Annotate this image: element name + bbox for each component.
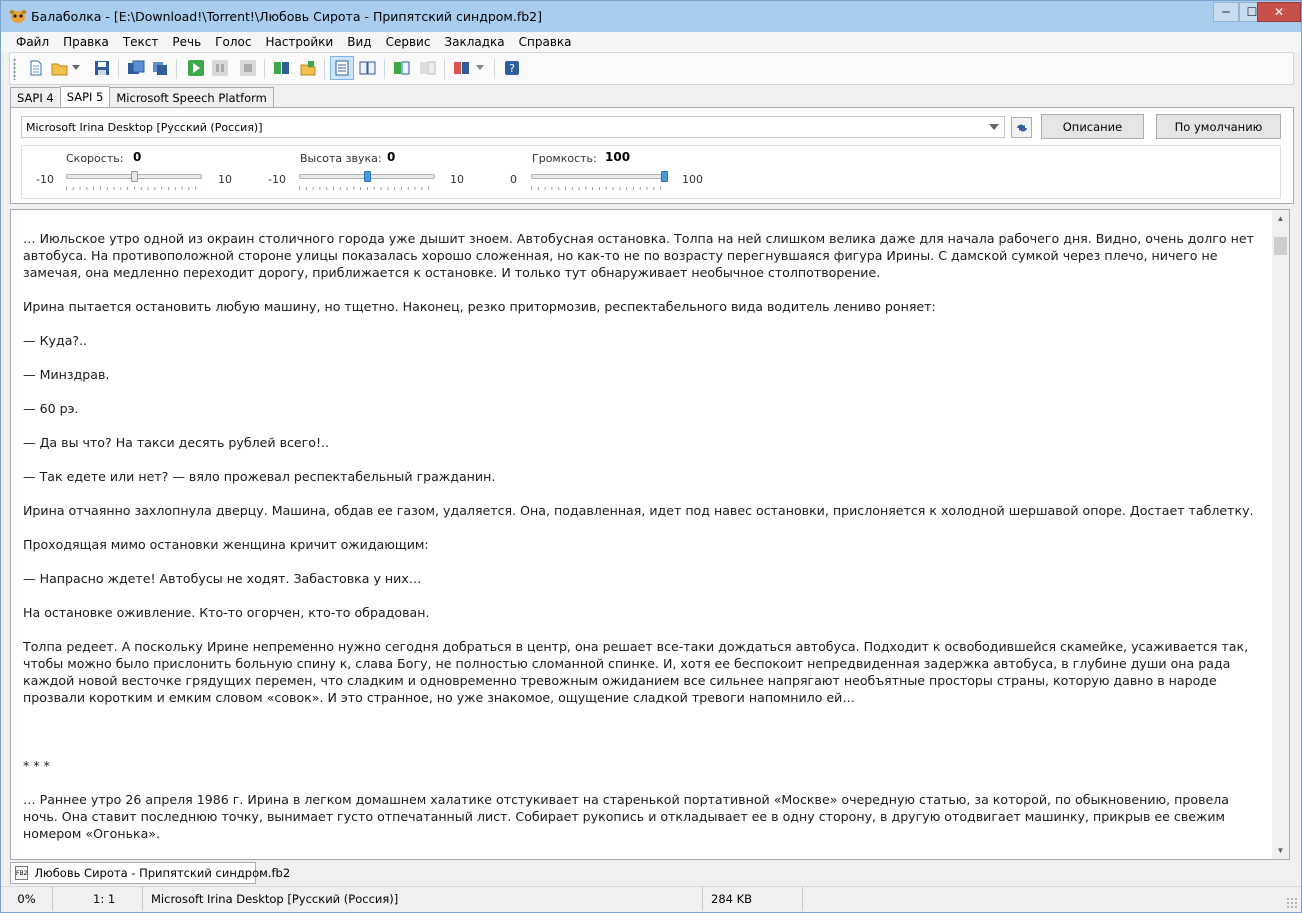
text-paragraph: — Куда?.. [23, 333, 88, 348]
speech-icon[interactable] [392, 58, 412, 78]
toolbar-separator [384, 59, 385, 79]
scrollbar-thumb[interactable] [1274, 237, 1287, 255]
text-paragraph: Проходящая мимо остановки женщина кричит ожидающим: [23, 537, 429, 552]
export-icon[interactable] [298, 58, 318, 78]
vertical-scrollbar[interactable] [1272, 210, 1289, 859]
toolbar-separator [176, 59, 177, 79]
pitch-slider-thumb[interactable] [364, 171, 371, 182]
status-voice: Microsoft Irina Desktop [Русский (Россия)] [143, 887, 703, 911]
toolbar-separator [264, 59, 265, 79]
save-icon[interactable] [92, 58, 112, 78]
maximize-button[interactable]: ☐ [1239, 2, 1265, 22]
window-title: Балаболка - [E:\Download!\Torrent!\Любовь Сирота - Припятский синдром.fb2] [31, 9, 542, 24]
voice-panel [10, 107, 1294, 204]
chevron-down-icon[interactable] [989, 124, 999, 130]
text-paragraph: Толпа редеет. А поскольку Ирине непременно нужно сегодня добраться в центр, она решает все-таки дождаться автобуса. Подходит к освободившейся скамейке, усаживается так, чтобы можно было прислонить больную спину к, слава Богу, не полностью сломанной спинке. И, хотя ее беспокоит непредвиденная задержка автобуса, в глубине души она рада каждой новой весточке грядущих перемен, что сладким и одновременно тревожным ожиданием все сильнее напрягают необъятные просторы страны, которую давно в народе прозвали коротким и емким словом «совок». И это странное, но уже знакомое, ощущение сладкой тревоги напомнило ей… [23, 639, 1253, 705]
menu-bookmark[interactable]: Закладка [444, 35, 505, 49]
tab-sapi4[interactable]: SAPI 4 [10, 87, 61, 107]
default-button[interactable]: По умолчанию [1156, 114, 1281, 139]
menu-bar [1, 32, 1301, 52]
speed-value: 0 [133, 150, 142, 164]
text-paragraph: … Июльское утро одной из окраин столичного города уже дышит зноем. Автобусная остановка. Толпа на ней слишком велика даже для начала рабочего дня. Видно, очень долго нет автобуса. На противоположной стороне улицы показалась хорошо сложенная, но как-то не по возрасту перегнувшаяся фигура Ирины. С дамской сумкой через плечо, ничего не замечая, она медленно переходит дорогу, приближается к остановке. И только тут обнаруживает необычное столпотворение. [23, 231, 1258, 280]
text-paragraph: На остановке оживление. Кто-то огорчен, кто-то обрадован. [23, 605, 430, 620]
toolbar [9, 52, 1294, 85]
toolbar-grip[interactable] [13, 58, 16, 80]
speed-min: -10 [36, 173, 54, 186]
volume-label: Громкость: [532, 152, 597, 165]
status-bar [1, 886, 1301, 912]
speed-label: Скорость: [66, 152, 124, 165]
document-text[interactable] [23, 230, 1263, 860]
text-paragraph: — Да вы что? На такси десять рублей всего!.. [23, 435, 330, 450]
minimize-button[interactable]: ─ [1213, 2, 1239, 22]
description-button[interactable]: Описание [1041, 114, 1144, 139]
speed-ticks [66, 187, 202, 190]
voice-dropdown-icon[interactable] [474, 58, 486, 78]
toolbar-separator [494, 59, 495, 79]
text-paragraph: … Раннее утро 26 апреля 1986 г. Ирина в легком домашнем халатике отстукивает на старенькой портативной «Москве» очередную статью, за которой, по обыкновению, провела ночь. Она ставит последнюю точку, вынимает густо отпечатанный лист. Собирает рукопись и откладывает ее в одну сторону, в другую отодвигает машинку, прикрыв ее свежим номером «Огонька». [23, 792, 1234, 841]
open-dropdown-icon[interactable] [70, 58, 82, 78]
menu-speech[interactable]: Речь [172, 35, 202, 49]
volume-min: 0 [510, 173, 517, 186]
text-paragraph [23, 859, 1263, 860]
text-paragraph: * * * [23, 758, 50, 773]
menu-view[interactable]: Вид [347, 35, 372, 49]
title-bar[interactable] [1, 1, 1301, 32]
pitch-label: Высота звука: [300, 152, 382, 165]
voice-icon[interactable] [452, 58, 472, 78]
new-file-icon[interactable] [26, 58, 46, 78]
pitch-min: -10 [268, 173, 286, 186]
book-icon[interactable] [358, 58, 378, 78]
open-folder-icon[interactable] [50, 58, 70, 78]
disabled-icon[interactable] [418, 58, 438, 78]
volume-max: 100 [682, 173, 703, 186]
refresh-voices-button[interactable] [1011, 117, 1032, 138]
text-editor[interactable] [10, 209, 1290, 860]
menu-service[interactable]: Сервис [385, 35, 431, 49]
volume-slider-track[interactable] [531, 174, 667, 179]
resize-grip[interactable] [1286, 897, 1298, 909]
text-paragraph [23, 723, 1263, 740]
fb2-file-icon: FB2 [15, 866, 28, 880]
pause-icon[interactable] [210, 58, 230, 78]
volume-value: 100 [605, 150, 631, 164]
pitch-value: 0 [387, 150, 396, 164]
scroll-up-icon[interactable]: ▲ [1276, 214, 1285, 223]
menu-file[interactable]: Файл [16, 35, 50, 49]
status-position: 1: 1 [53, 887, 143, 911]
menu-voice[interactable]: Голос [215, 35, 252, 49]
status-progress: 0% [1, 887, 53, 911]
text-paragraph: — Минздрав. [23, 367, 110, 382]
play-icon[interactable] [186, 58, 206, 78]
pitch-ticks [299, 187, 435, 190]
menu-edit[interactable]: Правка [63, 35, 109, 49]
balabolka-app-icon [9, 8, 27, 24]
batch-icon[interactable] [150, 58, 170, 78]
menu-settings[interactable]: Настройки [265, 35, 334, 49]
sliders-group [21, 145, 1281, 199]
text-paragraph: Ирина отчаянно захлопнула дверцу. Машина, обдав ее газом, удаляется. Она, подавленная, идет под навес остановки, прислоняется к холодной шершавой опоре. Достает таблетку. [23, 503, 1254, 518]
menu-text[interactable]: Текст [122, 35, 159, 49]
volume-slider-thumb[interactable] [661, 171, 668, 182]
text-paragraph: — Напрасно ждете! Автобусы не ходят. Забастовка у них… [23, 571, 422, 586]
menu-help[interactable]: Справка [518, 35, 572, 49]
toolbar-separator [118, 59, 119, 79]
scroll-down-icon[interactable]: ▼ [1276, 846, 1285, 855]
text-paragraph: Ирина пытается остановить любую машину, но тщетно. Наконец, резко притормозив, респектабельного вида водитель лениво роняет: [23, 299, 936, 314]
save-audio-icon[interactable] [126, 58, 146, 78]
speed-max: 10 [218, 173, 232, 186]
document-tab[interactable] [10, 862, 291, 884]
refresh-icon [1016, 123, 1028, 133]
read-clipboard-icon[interactable] [272, 58, 292, 78]
close-button[interactable]: ✕ [1257, 2, 1301, 22]
voice-select[interactable] [21, 116, 1005, 138]
status-size: 284 KB [703, 887, 803, 911]
tab-speech-platform[interactable]: Microsoft Speech Platform [109, 87, 274, 107]
volume-ticks [531, 187, 667, 190]
help-icon[interactable] [502, 58, 522, 78]
engine-tabs [10, 87, 273, 107]
voice-select-value: Microsoft Irina Desktop [Русский (Россия)] [26, 120, 263, 134]
toolbar-separator [444, 59, 445, 79]
toolbar-separator [324, 59, 325, 79]
text-paragraph: — 60 рэ. [23, 401, 79, 416]
tab-sapi5[interactable]: SAPI 5 [60, 86, 111, 107]
text-paragraph: — Так едете или нет? — вяло прожевал респектабельный гражданин. [23, 469, 496, 484]
svg-text:?: ? [509, 62, 515, 75]
document-tab-label: Любовь Сирота - Припятский синдром.fb2 [34, 866, 291, 880]
speed-slider-thumb[interactable] [131, 171, 138, 182]
pitch-max: 10 [450, 173, 464, 186]
stop-icon[interactable] [238, 58, 258, 78]
text-view-icon[interactable] [330, 56, 354, 80]
